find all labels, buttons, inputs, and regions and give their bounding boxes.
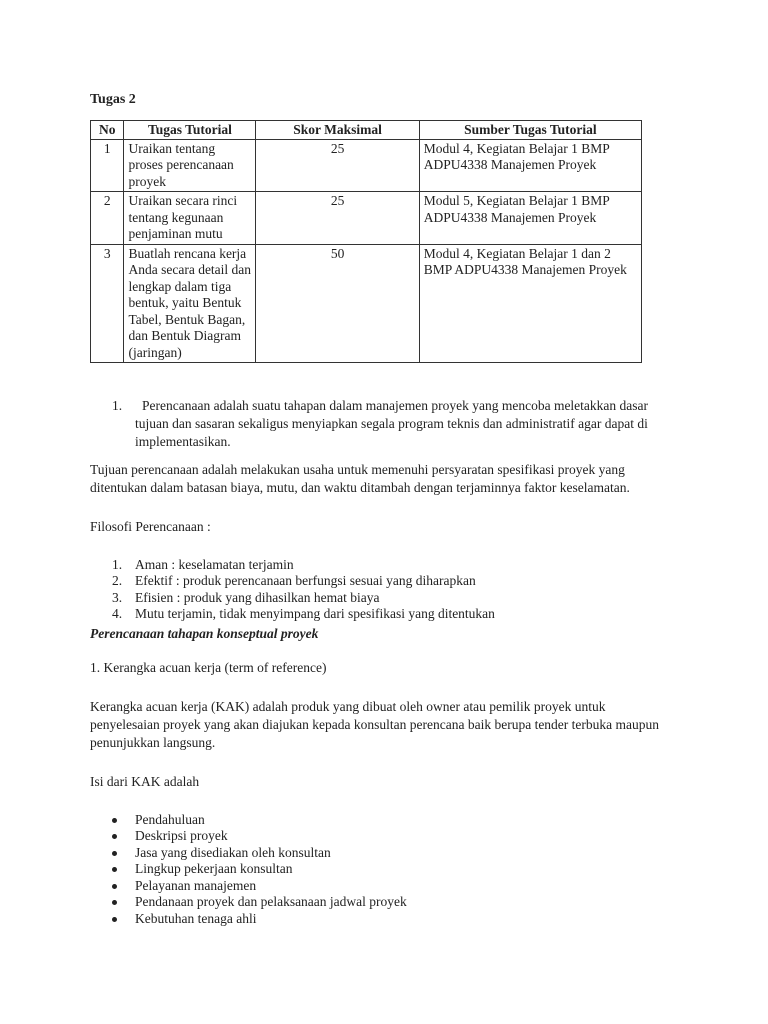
cell-task: Uraikan secara rinci tentang kegunaan penjaminan mutu	[124, 192, 256, 245]
purpose-line-1: Tujuan perencanaan adalah melakukan usaha untuk memenuhi persyaratan spesifikasi proyek yang	[90, 462, 625, 477]
cell-score: 25	[256, 139, 419, 192]
cell-source: Modul 5, Kegiatan Belajar 1 BMP ADPU4338 Manajemen Proyek	[419, 192, 641, 245]
header-no: No	[91, 121, 124, 140]
cell-task: Uraikan tentang proses perencanaan proyek	[124, 139, 256, 192]
header-source: Sumber Tugas Tutorial	[419, 121, 641, 140]
item-number: 4.	[112, 606, 123, 621]
bullet-icon	[112, 851, 117, 856]
cell-source: Modul 4, Kegiatan Belajar 1 BMP ADPU4338 Manajemen Proyek	[419, 139, 641, 192]
item-text: Kebutuhan tenaga ahli	[135, 911, 257, 926]
item-number: 2.	[112, 573, 123, 588]
cell-task: Buatlah rencana kerja Anda secara detail dan lengkap dalam tiga bentuk, yaitu Bentuk Tabel, Bentuk Bagan, dan Bentuk Diagram (jaringan)	[124, 244, 256, 363]
cell-no: 1	[91, 139, 124, 192]
header-task: Tugas Tutorial	[124, 121, 256, 140]
item-number: 1.	[112, 557, 123, 572]
assignment-table	[90, 120, 642, 363]
item-text: Pendahuluan	[135, 812, 205, 827]
item-text: Efektif : produk perencanaan berfungsi sesuai yang diharapkan	[135, 573, 476, 588]
definition-line-3: implementasikan.	[135, 434, 231, 449]
table-row	[91, 192, 642, 245]
table-row	[91, 244, 642, 363]
cell-score: 50	[256, 244, 419, 363]
item-text: Lingkup pekerjaan konsultan	[135, 861, 293, 876]
kak-line-3: penunjukkan langsung.	[90, 735, 216, 750]
kak-contents-heading: Isi dari KAK adalah	[90, 774, 200, 789]
item-text: Jasa yang disediakan oleh konsultan	[135, 845, 331, 860]
cell-no: 3	[91, 244, 124, 363]
item-text: Aman : keselamatan terjamin	[135, 557, 294, 572]
kak-heading: 1. Kerangka acuan kerja (term of reference)	[90, 660, 327, 675]
cell-no: 2	[91, 192, 124, 245]
item-text: Pendanaan proyek dan pelaksanaan jadwal proyek	[135, 894, 407, 909]
kak-line-2: penyelesaian proyek yang akan diajukan kepada konsultan perencana baik berupa tender terbuka maupun	[90, 717, 660, 732]
item-number: 1.	[112, 398, 123, 413]
item-text: Mutu terjamin, tidak menyimpang dari spesifikasi yang ditentukan	[135, 606, 495, 621]
header-score: Skor Maksimal	[256, 121, 419, 140]
item-text: Pelayanan manajemen	[135, 878, 257, 893]
assignment-title: Tugas 2	[90, 92, 136, 107]
item-number: 3.	[112, 590, 123, 605]
definition-line-2: tujuan dan sasaran sekaligus menyiapkan segala program teknis dan administratif agar dapat di	[135, 416, 648, 431]
philosophy-heading: Filosofi Perencanaan :	[90, 519, 211, 534]
purpose-line-2: ditentukan dalam batasan biaya, mutu, dan waktu ditambah dengan terjaminnya faktor keselamatan.	[90, 480, 630, 495]
kak-line-1: Kerangka acuan kerja (KAK) adalah produk yang dibuat oleh owner atau pemilik proyek untuk	[90, 699, 606, 714]
bullet-icon	[112, 900, 117, 905]
bullet-icon	[112, 834, 117, 839]
cell-score: 25	[256, 192, 419, 245]
item-text: Deskripsi proyek	[135, 828, 228, 843]
bullet-icon	[112, 818, 117, 823]
conceptual-heading: Perencanaan tahapan konseptual proyek	[90, 626, 319, 641]
item-text: Efisien : produk yang dihasilkan hemat biaya	[135, 590, 380, 605]
item-text: Perencanaan adalah suatu tahapan dalam manajemen proyek yang mencoba meletakkan dasar	[142, 398, 649, 413]
bullet-icon	[112, 917, 117, 922]
bullet-icon	[112, 867, 117, 872]
bullet-icon	[112, 884, 117, 889]
table-row	[91, 139, 642, 192]
table-header-row	[91, 121, 642, 140]
cell-source: Modul 4, Kegiatan Belajar 1 dan 2 BMP ADPU4338 Manajemen Proyek	[419, 244, 641, 363]
